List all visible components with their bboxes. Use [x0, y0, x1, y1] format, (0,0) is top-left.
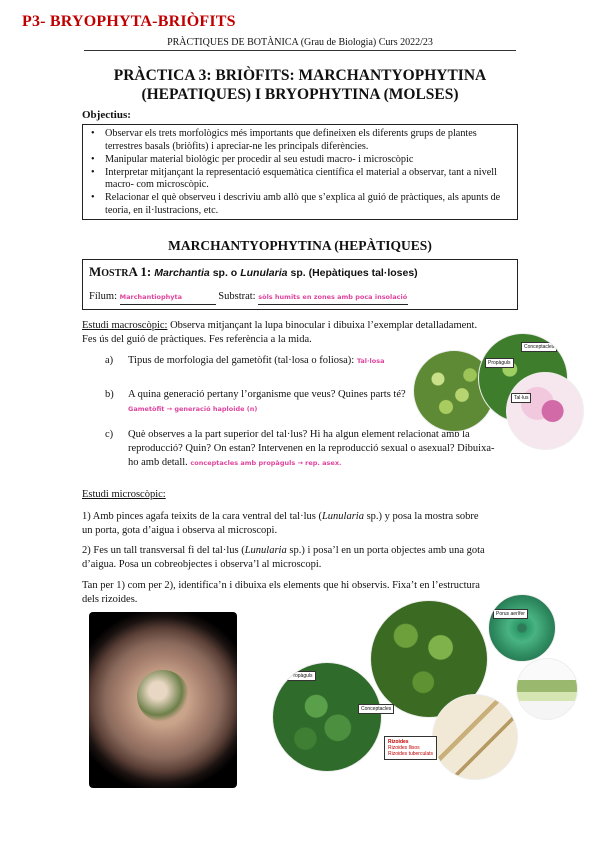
sample-title-number: A 1:: [128, 264, 152, 279]
sample-title: [89, 264, 511, 282]
filum-label: Fílum:: [89, 291, 118, 302]
callout-conceptacles-lower: Conceptacles: [358, 704, 394, 714]
callout-propaguls-lower: Propàguls: [287, 671, 316, 681]
callout-rhizoids-title: Rizoides: [388, 739, 409, 745]
objectives-label: Objectius:: [82, 109, 131, 121]
microscope-photo: [89, 612, 237, 788]
question-c-line2: reproducció? Quin? On estan? Intervenen en la reproducció sexual o asexual? Dibuixa-: [128, 443, 495, 454]
micro-step-3-line2: dels rizoides.: [82, 594, 138, 605]
question-c-line1: Què observes a la part superior del tal·lus? Hi ha algun element relacionat amb la: [128, 429, 470, 440]
question-c: [105, 428, 495, 470]
section-photo: [516, 658, 578, 720]
micro-step-1: [82, 510, 479, 538]
callout-pore: Porus aerífer: [493, 609, 528, 619]
macro-intro-text: Observa mitjançant la lupa binocular i dibuixa l’exemplar detalladament.: [170, 320, 478, 331]
question-b-label: b): [105, 389, 114, 400]
micro-heading: Estudi microscòpic:: [82, 489, 166, 500]
objectives-box: [82, 124, 518, 220]
question-b: [105, 388, 406, 416]
objective-item: • Observar els trets morfològics més importants que defineixen els diferents grups de plantes terrestres basals (briòfits) i apreciar-ne les principals diferències.: [105, 128, 509, 153]
micro-heading-block: [82, 488, 166, 502]
filum-value: Marchantiophyta: [119, 293, 183, 301]
question-b-answer: Gametòfit → generació haploide (n): [128, 405, 258, 413]
rhizoids-photo: [432, 694, 518, 780]
micro-step-2: [82, 544, 485, 572]
microscope-cell-cluster: [137, 670, 189, 722]
question-a-text: Tipus de morfologia del gametòfit (tal·losa o foliosa):: [128, 355, 355, 366]
objectives-list: [105, 128, 509, 218]
callout-propaguls-top: Propàguls: [485, 358, 514, 368]
sample-box: [82, 259, 518, 310]
thallus-photo-left: [272, 662, 382, 772]
micro-step-1-genus: Lunularia: [321, 511, 364, 522]
sample-title-m: M: [89, 264, 102, 279]
callout-conceptacles-top: Conceptacles: [521, 342, 557, 352]
objective-item: • Interpretar mitjançant la representació esquemàtica científica el material a observar, tant a nivell macro- com microscòpic.: [105, 167, 509, 192]
micro-step-1-a: 1) Amb pinces agafa teixits de la cara ventral del tal·lus (: [82, 511, 322, 522]
header-divider: [84, 50, 516, 51]
micro-step-3-line1: Tan per 1) com per 2), identifica’n i dibuixa els elements que hi observis. Fixa’t en l’estructura: [82, 580, 480, 591]
question-c-answer: conceptacles amb propàguls → rep. asex.: [190, 459, 342, 467]
callout-thallus-top: Tal·lus: [511, 393, 531, 403]
practice-title-line2: (HEPATIQUES) I BRYOPHYTINA (MOLSES): [141, 86, 459, 103]
sample-rest: sp. (Hepàtiques tal·loses): [290, 267, 418, 279]
macro-intro-line2: Fes ús del guió de pràctiques. Fes referència a la mida.: [82, 334, 312, 345]
callout-rhizoids-tuberculate: Rizoides tuberculats: [388, 751, 434, 757]
macro-intro: [82, 319, 477, 347]
objective-item: • Relacionar el què observeu i descriviu amb allò que s’explica al guió de pràctiques, als apunts de teoria, en il·lustracions, etc.: [105, 192, 509, 217]
question-c-label: c): [105, 429, 114, 440]
substrat-label: Substrat:: [218, 291, 256, 302]
sample-genus-1: Marchantia: [154, 267, 210, 279]
callout-rhizoids-smooth: Rizoides llisos: [388, 745, 420, 751]
pore-photo: [488, 594, 556, 662]
substrat-field: [258, 290, 408, 305]
micro-step-1-b: sp.) y posa la mostra sobre: [363, 511, 479, 522]
question-a: [105, 354, 385, 368]
practice-title: [60, 66, 540, 104]
section-title-hepatiques: MARCHANTYOPHYTINA (HEPÀTIQUES): [168, 238, 432, 253]
question-a-label: a): [105, 355, 114, 366]
course-subtitle: PRÀCTIQUES DE BOTÀNICA (Grau de Biologia) Curs 2022/23: [167, 37, 433, 48]
sample-mid: sp. o: [212, 267, 238, 279]
micro-step-2-line2: d’aigua. Posa un cobreobjectes i observa’l al microscopi.: [82, 559, 322, 570]
question-b-text: A quina generació pertany l’organisme que veus? Quines parts té?: [128, 389, 406, 400]
callout-rhizoids-box: [384, 736, 437, 760]
macro-heading: Estudi macroscòpic:: [82, 320, 168, 331]
question-a-answer: Tal·losa: [356, 357, 385, 365]
microscope-detail-photo: [506, 372, 584, 450]
sample-fields: [89, 290, 408, 305]
micro-step-2-genus: Lunularia: [244, 545, 287, 556]
filum-field: [120, 290, 216, 305]
micro-step-2-b: sp.) i posa’l en un porta objectes amb una gota: [286, 545, 485, 556]
sample-title-ostra: OSTR: [101, 268, 129, 279]
micro-step-2-a: 2) Fes un tall transversal fi del tal·lus (: [82, 545, 245, 556]
practice-title-line1: PRÀCTICA 3: BRIÒFITS: MARCHANTYOPHYTINA: [113, 67, 487, 84]
sample-genus-2: Lunularia: [240, 267, 288, 279]
question-c-line3: ho amb detall.: [128, 457, 188, 468]
document-header-title: P3- BRYOPHYTA-BRIÒFITS: [22, 13, 236, 30]
substrat-value: sòls humits en zones amb poca insolació: [258, 293, 408, 301]
micro-step-1-line2: un porta, gota d’aigua i observa al microscopi.: [82, 525, 278, 536]
objective-item: • Manipular material biològic per procedir al seu estudi macro- i microscòpic: [105, 154, 509, 167]
